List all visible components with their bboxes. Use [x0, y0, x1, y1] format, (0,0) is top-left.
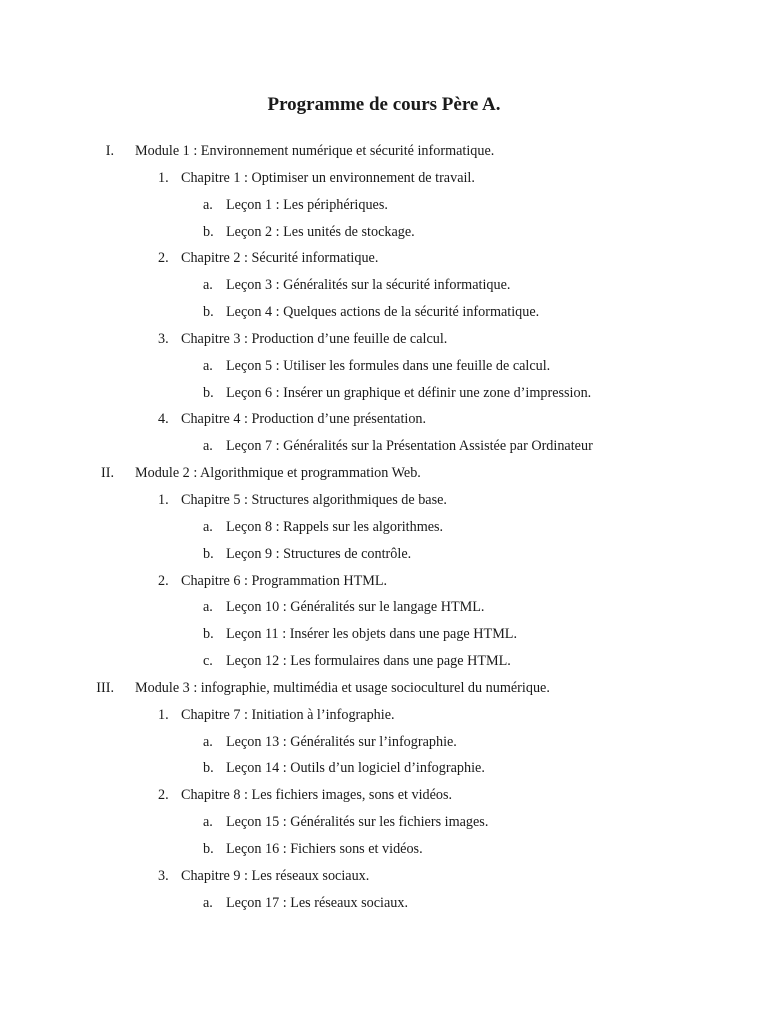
lesson-marker: a.	[203, 357, 213, 374]
chapter-marker: 1.	[158, 491, 169, 508]
lesson-marker: a.	[203, 894, 213, 911]
lesson-text: Leçon 15 : Généralités sur les fichiers images.	[226, 814, 489, 831]
lesson-item	[0, 272, 768, 299]
lesson-marker: a.	[203, 733, 213, 750]
lesson-marker: a.	[203, 518, 213, 535]
lesson-text: Leçon 1 : Les périphériques.	[226, 196, 388, 213]
lesson-text: Leçon 8 : Rappels sur les algorithmes.	[226, 518, 444, 535]
lesson-text: Leçon 10 : Généralités sur le langage HTML.	[226, 599, 485, 616]
lesson-text: Leçon 17 : Les réseaux sociaux.	[226, 894, 409, 911]
lesson-item	[0, 621, 768, 648]
module-item	[0, 675, 768, 702]
module-item	[0, 460, 768, 487]
chapter-text: Chapitre 9 : Les réseaux sociaux.	[181, 867, 370, 884]
course-outline	[0, 138, 768, 916]
lesson-item	[0, 192, 768, 219]
lesson-marker: b.	[203, 545, 214, 562]
chapter-item	[0, 406, 768, 433]
lesson-marker: b.	[203, 840, 214, 857]
lesson-text: Leçon 6 : Insérer un graphique et définir une zone d’impression.	[226, 384, 592, 401]
chapter-item	[0, 863, 768, 890]
lesson-item	[0, 299, 768, 326]
lesson-marker: b.	[203, 626, 214, 643]
chapter-text: Chapitre 7 : Initiation à l’infographie.	[181, 706, 395, 723]
chapter-item	[0, 165, 768, 192]
chapter-marker: 4.	[158, 411, 169, 428]
lesson-marker: c.	[203, 653, 213, 670]
lesson-text: Leçon 12 : Les formulaires dans une page HTML.	[226, 653, 511, 670]
module-marker: II.	[101, 465, 114, 482]
chapter-text: Chapitre 6 : Programmation HTML.	[181, 572, 388, 589]
chapter-item	[0, 326, 768, 353]
chapter-item	[0, 568, 768, 595]
module-text: Module 2 : Algorithmique et programmation Web.	[135, 465, 421, 482]
lesson-marker: a.	[203, 814, 213, 831]
chapter-item	[0, 487, 768, 514]
chapter-text: Chapitre 4 : Production d’une présentation.	[181, 411, 427, 428]
lesson-text: Leçon 16 : Fichiers sons et vidéos.	[226, 840, 423, 857]
lesson-item	[0, 353, 768, 380]
lesson-item	[0, 594, 768, 621]
chapter-marker: 1.	[158, 706, 169, 723]
lesson-item	[0, 648, 768, 675]
chapter-item	[0, 245, 768, 272]
lesson-item	[0, 809, 768, 836]
lesson-marker: b.	[203, 384, 214, 401]
lesson-text: Leçon 5 : Utiliser les formules dans une feuille de calcul.	[226, 357, 551, 374]
page-title: Programme de cours Père A.	[267, 94, 501, 115]
lesson-marker: a.	[203, 599, 213, 616]
lesson-text: Leçon 13 : Généralités sur l’infographie.	[226, 733, 457, 750]
lesson-marker: a.	[203, 277, 213, 294]
chapter-marker: 2.	[158, 787, 169, 804]
lesson-item	[0, 514, 768, 541]
chapter-marker: 1.	[158, 169, 169, 186]
module-item	[0, 138, 768, 165]
lesson-text: Leçon 14 : Outils d’un logiciel d’infographie.	[226, 760, 485, 777]
lesson-marker: b.	[203, 223, 214, 240]
lesson-item	[0, 729, 768, 756]
module-marker: I.	[105, 143, 114, 159]
module-text: Module 1 : Environnement numérique et sécurité informatique.	[135, 143, 495, 159]
module-text: Module 3 : infographie, multimédia et usage socioculturel du numérique.	[135, 679, 550, 696]
lesson-item	[0, 541, 768, 568]
lesson-text: Leçon 11 : Insérer les objets dans une page HTML.	[226, 626, 518, 643]
chapter-text: Chapitre 3 : Production d’une feuille de calcul.	[181, 330, 448, 347]
lesson-item	[0, 380, 768, 407]
lesson-item	[0, 433, 768, 460]
module-marker: III.	[96, 679, 114, 696]
lesson-item	[0, 836, 768, 863]
chapter-marker: 2.	[158, 572, 169, 589]
chapter-text: Chapitre 2 : Sécurité informatique.	[181, 250, 379, 267]
chapter-text: Chapitre 5 : Structures algorithmiques de base.	[181, 491, 447, 508]
lesson-marker: a.	[203, 196, 213, 213]
lesson-marker: a.	[203, 438, 213, 455]
lesson-item	[0, 890, 768, 917]
chapter-item	[0, 782, 768, 809]
lesson-text: Leçon 3 : Généralités sur la sécurité informatique.	[226, 277, 511, 294]
lesson-text: Leçon 2 : Les unités de stockage.	[226, 223, 415, 240]
chapter-marker: 2.	[158, 250, 169, 267]
chapter-text: Chapitre 1 : Optimiser un environnement de travail.	[181, 169, 475, 186]
lesson-item	[0, 219, 768, 246]
lesson-item	[0, 755, 768, 782]
chapter-item	[0, 702, 768, 729]
chapter-marker: 3.	[158, 867, 169, 884]
lesson-text: Leçon 7 : Généralités sur la Présentation Assistée par Ordinateur	[226, 438, 593, 455]
chapter-marker: 3.	[158, 330, 169, 347]
chapter-text: Chapitre 8 : Les fichiers images, sons et vidéos.	[181, 787, 453, 804]
lesson-text: Leçon 9 : Structures de contrôle.	[226, 545, 412, 562]
lesson-text: Leçon 4 : Quelques actions de la sécurité informatique.	[226, 304, 540, 321]
lesson-marker: b.	[203, 304, 214, 321]
lesson-marker: b.	[203, 760, 214, 777]
